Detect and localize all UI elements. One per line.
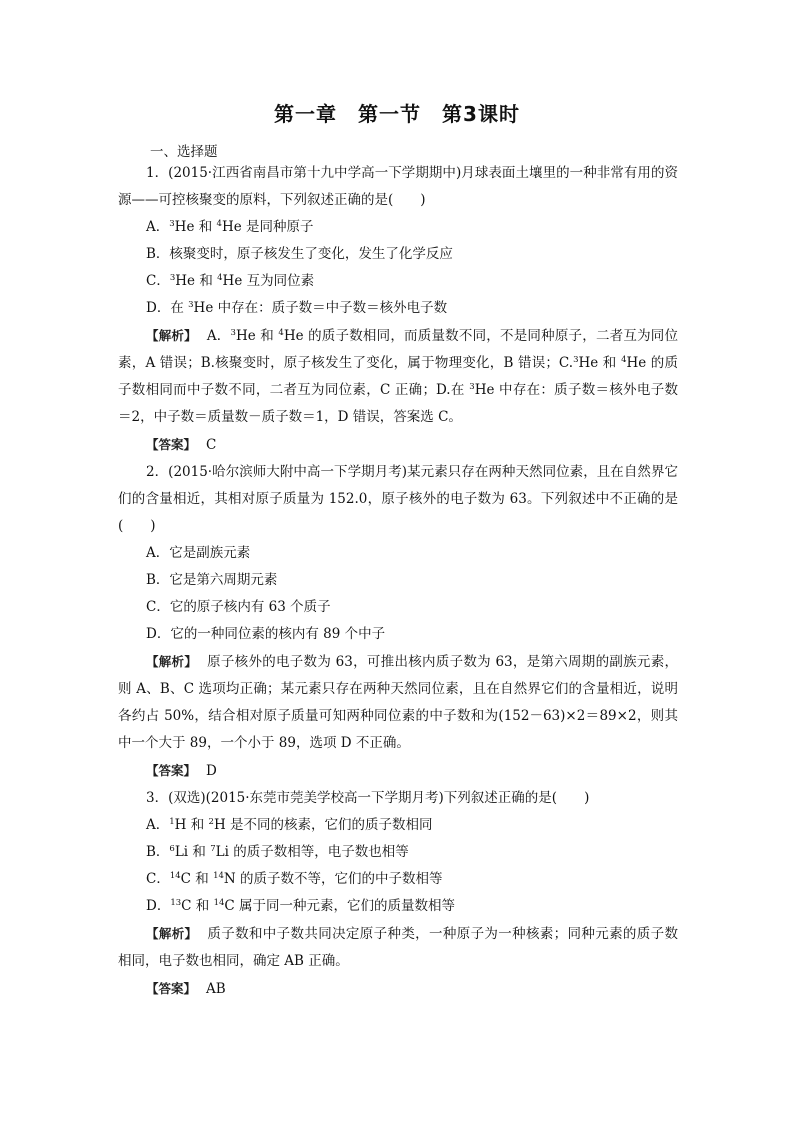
question-1-answer: 【答案】 C	[146, 437, 217, 453]
question-2-option-d: D．它的一种同位素的核内有 89 个中子	[146, 626, 386, 642]
question-1-option-b: B．核聚变时，原子核发生了变化，发生了化学反应	[146, 246, 453, 262]
question-3-analysis: 【解析】 质子数和中子数共同决定原子种类，一种原子为一种核素；同种元素的质子数相同，电子数也相同，确定 AB 正确。	[118, 926, 678, 969]
question-1-option-d: D．在 $^3$He 中存在：质子数＝中子数＝核外电子数	[146, 300, 448, 316]
answer-label: 【答案】	[146, 437, 197, 452]
question-3-answer: 【答案】 AB	[146, 981, 226, 997]
question-2-stem: 2．(2015·哈尔滨师大附中高一下学期月考)某元素只存在两种天然同位素，且在自然界它们的含量相近，其相对原子质量为 152.0，原子核外的电子数为 63。下列叙述中不正确的是( )	[118, 464, 678, 534]
analysis-label: 【解析】	[146, 328, 197, 343]
question-1-option-c: C．$^3$He 和 $^4$He 互为同位素	[146, 273, 315, 289]
question-2-option-a: A．它是副族元素	[146, 545, 251, 561]
question-2-answer: 【答案】 D	[146, 763, 217, 779]
document-body	[118, 160, 678, 1003]
question-1-stem: 1．(2015·江西省南昌市第十九中学高一下学期期中)月球表面土壤里的一种非常有用的资源——可控核聚变的原料，下列叙述正确的是( )	[118, 165, 678, 208]
question-3-option-c: C．$^{14}$C 和 $^{14}$N 的质子数不等，它们的中子数相等	[146, 871, 443, 887]
question-2-analysis: 【解析】 原子核外的电子数为 63，可推出核内质子数为 63，是第六周期的副族元素，则 A、B、C 选项均正确；某元素只存在两种天然同位素，且在自然界它们的含量相近，说明各约占 50%，结合相对原子质量可知两种同位素的中子数和为(152－63)×2＝89×2，则其中一个大于 89，一个小于 89，选项 D 不正确。	[118, 654, 678, 751]
analysis-label: 【解析】	[146, 654, 198, 669]
question-2-option-b: B．它是第六周期元素	[146, 572, 278, 588]
question-3-option-a: A．$^1$H 和 $^2$H 是不同的核素，它们的质子数相同	[146, 817, 433, 833]
answer-label: 【答案】	[146, 981, 197, 996]
question-1-analysis: 【解析】 A．$^3$He 和 $^4$He 的质子数相同，而质量数不同，不是同种原子，二者互为同位素，A 错误；B.核聚变时，原子核发生了变化，属于物理变化，B 错误；C.$^3$He 和 $^4$He 的质子数相同而中子数不同，二者互为同位素，C 正确；D.在 $^3$He 中存在：质子数＝核外电子数＝2，中子数＝质量数－质子数＝1，D 错误，答案选 C。	[118, 328, 679, 425]
answer-label: 【答案】	[146, 763, 197, 778]
question-3-option-b: B．$^6$Li 和 $^7$Li 的质子数相等，电子数也相等	[146, 844, 409, 860]
question-3-option-d: D．$^{13}$C 和 $^{14}$C 属于同一种元素，它们的质量数相等	[146, 898, 456, 914]
question-3-stem: 3．(双选)(2015·东莞市莞美学校高一下学期月考)下列叙述正确的是( )	[146, 790, 590, 806]
question-1-option-a: A．$^3$He 和 $^4$He 是同种原子	[146, 219, 314, 235]
page-title: 第一章 第一节 第3课时	[274, 102, 520, 126]
section-heading: 一、选择题	[150, 144, 218, 160]
analysis-label: 【解析】	[146, 926, 198, 941]
question-2-option-c: C．它的原子核内有 63 个质子	[146, 599, 331, 615]
